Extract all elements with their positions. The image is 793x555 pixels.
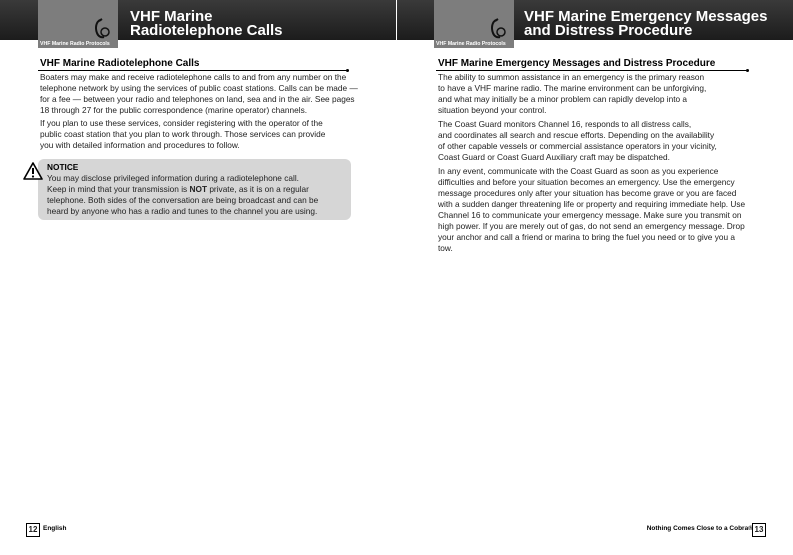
right-footer-tagline: Nothing Comes Close to a Cobra®: [646, 525, 753, 532]
left-footer-language: English: [43, 525, 67, 532]
right-tab-label: VHF Marine Radio Protocols: [436, 41, 506, 47]
left-section-rule: [38, 70, 346, 71]
left-tab-label: VHF Marine Radio Protocols: [40, 41, 110, 47]
right-page-number: 13: [752, 523, 766, 537]
right-page-title: VHF Marine Emergency Messages and Distress Procedure: [524, 8, 768, 39]
notice-title: NOTICE: [47, 162, 79, 172]
warning-icon: [23, 162, 43, 180]
left-page-number: 12: [26, 523, 40, 537]
handset-icon: [92, 18, 110, 40]
left-section-heading: VHF Marine Radiotelephone Calls: [40, 58, 200, 69]
notice-text: You may disclose privileged information during a radiotelephone call. Keep in mind that your transmission is NOT private, as it is on a regular telephone. Both sides of the conversation are being broadcast and can be heard by anyone who has a radio and tunes to the channel you are using.: [47, 173, 319, 216]
left-page-title: VHF Marine Radiotelephone Calls: [130, 8, 283, 39]
right-paragraph-2: The Coast Guard monitors Channel 16, responds to all distress calls, and coordinates all search and rescue efforts. Depending on the availability of other capable vessels or commercial assistance operators in your vicinity, Coast Guard or Coast Guard Auxiliary craft may be dispatched.: [438, 119, 717, 162]
right-paragraph-3: In any event, communicate with the Coast Guard as soon as you experience difficulties and before your situation becomes an emergency. Use the emergency message procedures only after your situation has become grave or you are faced with a sudden danger threatening life or property and requiring immediate help. Use Channel 16 to communicate your emergency message. Make sure you transmit on high power. If you are merely out of gas, do not send an emergency message. Drop your anchor and call a friend or marina to bring the fuel you need or to give you a tow.: [438, 166, 746, 253]
left-paragraph-1: Boaters may make and receive radiotelephone calls to and from any number on the telephone network by using the services of public coast stations. Calls can be made — for a fee — between your radio and telephones on land, sea and in the air. See pages 18 through 27 for the public correspondence (marine operator) channels.: [40, 72, 358, 115]
right-paragraph-1: The ability to summon assistance in an emergency is the primary reason to have a VHF marine radio. The marine environment can be unforgiving, and what may initially be a minor problem can rapidly develop into a situation beyond your control.: [438, 72, 707, 115]
handset-icon: [488, 18, 506, 40]
right-section-heading: VHF Marine Emergency Messages and Distress Procedure: [438, 58, 716, 69]
right-section-rule: [436, 70, 746, 71]
left-paragraph-2: If you plan to use these services, consider registering with the operator of the public coast station that you plan to work through. Those services can provide you with detailed information and procedures to follow.: [40, 118, 326, 150]
